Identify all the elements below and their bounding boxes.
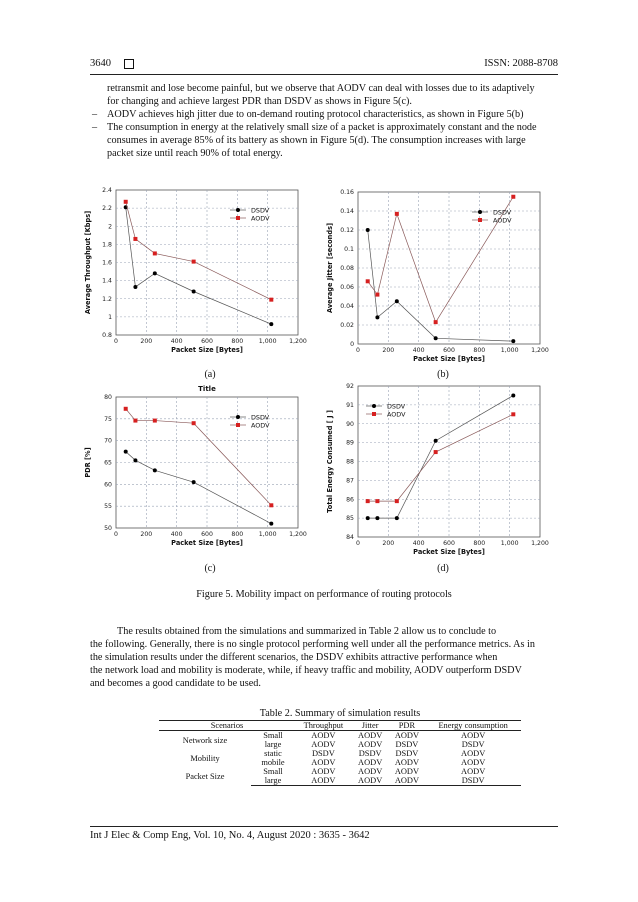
- x-tick-label: 1,200: [531, 540, 549, 547]
- table-cell: DSDV: [358, 749, 382, 758]
- data-point-dsdv: [434, 439, 438, 443]
- y-tick-label: 80: [104, 394, 112, 401]
- sub-scenario-cell: static: [264, 749, 282, 758]
- data-point-aodv: [153, 251, 157, 255]
- x-tick-label: 800: [231, 531, 244, 538]
- y-axis-label: Average Throughput [Kbps]: [84, 210, 92, 315]
- x-tick-label: 1,000: [258, 531, 277, 538]
- table-header: Throughput: [295, 721, 352, 731]
- x-tick-label: 600: [443, 347, 455, 354]
- x-axis-label: Packet Size [Bytes]: [171, 346, 243, 354]
- data-point-dsdv: [375, 516, 379, 520]
- legend-label: AODV: [251, 214, 270, 223]
- table-header: PDR: [389, 721, 426, 731]
- bullet-text: The consumption in energy at the relatively small size of a packet is approximately constant and the node: [107, 122, 537, 133]
- page-number: 3640: [90, 58, 111, 69]
- conclusion-line: The results obtained from the simulations and summarized in Table 2 allow us to conclude to: [117, 626, 497, 637]
- table-header: Jitter: [352, 721, 389, 731]
- y-tick-label: 70: [104, 437, 112, 445]
- x-tick-label: 200: [382, 540, 395, 547]
- x-tick-label: 600: [201, 338, 213, 345]
- x-tick-label: 1,200: [531, 347, 549, 354]
- sub-scenario-cell: large: [251, 776, 295, 786]
- data-point-aodv: [269, 503, 273, 507]
- x-tick-label: 0: [356, 347, 360, 354]
- scenario-cell: Packet Size: [185, 771, 225, 781]
- chart-a-throughput: [80, 182, 310, 362]
- x-axis-label: Packet Size [Bytes]: [413, 548, 485, 556]
- x-tick-label: 1,000: [258, 338, 277, 345]
- footer-rule: [90, 826, 558, 827]
- x-tick-label: 400: [170, 531, 183, 538]
- x-tick-label: 800: [473, 540, 486, 547]
- table-cell: AODV: [311, 758, 336, 767]
- table-cell: AODV: [461, 749, 486, 758]
- footer-citation: Int J Elec & Comp Eng, Vol. 10, No. 4, August 2020 : 3635 - 3642: [90, 830, 370, 841]
- legend-marker: [236, 208, 240, 212]
- x-tick-label: 200: [140, 531, 153, 538]
- y-tick-label: 0.8: [102, 332, 112, 339]
- x-tick-label: 0: [356, 540, 360, 547]
- legend-marker: [236, 423, 240, 427]
- x-axis-label: Packet Size [Bytes]: [413, 355, 485, 363]
- x-tick-label: 600: [201, 531, 213, 538]
- conclusion-line: and becomes a good candidate to be used.: [90, 678, 261, 689]
- table-cell: AODV: [358, 758, 383, 767]
- legend-marker: [478, 218, 482, 222]
- sub-label-b: (b): [437, 369, 449, 380]
- table-cell: AODV: [461, 767, 486, 776]
- legend-marker: [478, 210, 482, 214]
- x-tick-label: 1,200: [289, 531, 307, 538]
- table-cell: DSDV: [461, 740, 485, 749]
- table-cell: AODV: [358, 731, 383, 740]
- issn: ISSN: 2088-8708: [484, 58, 558, 69]
- data-point-aodv: [124, 200, 128, 204]
- sub-scenario-cell: mobile: [261, 758, 285, 767]
- y-tick-label: 2: [108, 223, 112, 231]
- legend-label: DSDV: [251, 206, 270, 215]
- legend-marker: [236, 216, 240, 220]
- series-line-aodv: [368, 197, 514, 322]
- x-tick-label: 200: [140, 338, 153, 345]
- x-tick-label: 1,000: [500, 540, 519, 547]
- data-point-aodv: [269, 298, 273, 302]
- table-cell: AODV: [311, 740, 336, 749]
- bullet-text: packet size until reach 90% of total energy.: [107, 148, 283, 159]
- table-cell: DSDV: [425, 776, 521, 786]
- y-axis-label: Total Energy Consumed [ J ]: [326, 410, 334, 513]
- table-row: [159, 749, 521, 758]
- legend-label: DSDV: [493, 208, 512, 217]
- y-tick-label: 0.02: [340, 322, 354, 329]
- data-point-aodv: [375, 293, 379, 297]
- sub-scenario-cell: large: [264, 740, 282, 749]
- series-line-dsdv: [368, 230, 514, 341]
- table-cell: AODV: [358, 767, 383, 776]
- summary-table: [159, 720, 521, 786]
- data-point-aodv: [153, 419, 157, 423]
- data-point-dsdv: [192, 290, 196, 294]
- data-point-aodv: [375, 499, 379, 503]
- data-point-aodv: [124, 407, 128, 411]
- table-header: Energy consumption: [425, 721, 521, 731]
- y-tick-label: 92: [346, 383, 354, 390]
- y-tick-label: 0.04: [340, 303, 354, 310]
- table-cell: AODV: [358, 740, 383, 749]
- y-tick-label: 85: [346, 515, 354, 523]
- x-tick-label: 800: [473, 347, 486, 354]
- sub-label-d: (d): [437, 563, 449, 574]
- table-row: [159, 767, 521, 776]
- data-point-aodv: [511, 195, 515, 199]
- y-tick-label: 90: [346, 420, 354, 428]
- data-point-dsdv: [192, 480, 196, 484]
- table-row: [159, 731, 521, 741]
- chart-c-pdr: [80, 380, 310, 555]
- conclusion-line: the simulation results under the different scenarios, the DSDV exhibits attractive performance when: [90, 652, 498, 663]
- legend-marker: [372, 404, 376, 408]
- data-point-dsdv: [395, 299, 399, 303]
- data-point-dsdv: [269, 522, 273, 526]
- data-point-dsdv: [511, 393, 515, 397]
- x-tick-label: 800: [231, 338, 244, 345]
- chart-b-jitter: [322, 182, 552, 367]
- data-point-dsdv: [269, 322, 273, 326]
- table-cell: AODV: [394, 767, 420, 776]
- table-cell: AODV: [394, 758, 420, 767]
- x-tick-label: 1,200: [289, 338, 307, 345]
- bullet-text: consumes in average 85% of its battery as shown in Figure 5(d). The consumption increases with large: [107, 135, 526, 146]
- scenario-cell: Network size: [182, 735, 228, 745]
- y-axis-label: PDR [%]: [84, 447, 92, 478]
- data-point-aodv: [395, 212, 399, 216]
- y-tick-label: 0.12: [340, 227, 354, 234]
- sub-scenario-cell: Small: [263, 767, 283, 776]
- intro-line-1: retransmit and lose become painful, but we observe that AODV can deal with losses due to its adaptively: [107, 83, 535, 94]
- y-tick-label: 87: [346, 477, 354, 485]
- data-point-aodv: [192, 421, 196, 425]
- y-axis-label: Average Jitter [seconds]: [326, 222, 334, 314]
- y-tick-label: 1.6: [102, 259, 112, 267]
- table-header-row: [159, 721, 521, 731]
- chart-title: Title: [198, 385, 216, 393]
- figure-caption: Figure 5. Mobility impact on performance of routing protocols: [196, 589, 452, 600]
- data-point-aodv: [133, 237, 137, 241]
- series-line-aodv: [126, 202, 272, 300]
- y-tick-label: 2.4: [102, 187, 112, 194]
- square-glyph-icon: [124, 59, 134, 69]
- x-tick-label: 200: [382, 347, 395, 354]
- table-cell: AODV: [461, 758, 486, 767]
- y-tick-label: 0.16: [340, 189, 354, 196]
- y-tick-label: 1.8: [102, 241, 112, 249]
- data-point-dsdv: [375, 315, 379, 319]
- data-point-dsdv: [124, 450, 128, 454]
- x-tick-label: 400: [412, 347, 425, 354]
- sub-label-a: (a): [204, 369, 216, 380]
- data-point-aodv: [434, 450, 438, 454]
- y-tick-label: 88: [346, 458, 354, 466]
- x-tick-label: 400: [412, 540, 425, 547]
- data-point-dsdv: [395, 516, 399, 520]
- data-point-dsdv: [511, 339, 515, 343]
- x-tick-label: 0: [114, 338, 118, 345]
- y-tick-label: 89: [346, 439, 354, 447]
- y-tick-label: 84: [346, 534, 354, 541]
- data-point-aodv: [434, 320, 438, 324]
- y-tick-label: 0.1: [344, 246, 354, 253]
- data-point-aodv: [511, 412, 515, 416]
- legend-label: DSDV: [387, 402, 406, 411]
- data-point-dsdv: [434, 336, 438, 340]
- x-tick-label: 1,000: [500, 347, 519, 354]
- sub-scenario-cell: Small: [263, 731, 283, 740]
- data-point-dsdv: [133, 285, 137, 289]
- x-tick-label: 400: [170, 338, 183, 345]
- y-tick-label: 0.06: [340, 284, 354, 291]
- table-cell: DSDV: [311, 749, 335, 758]
- table-cell: AODV: [311, 731, 336, 740]
- bullet-dash: –: [92, 122, 98, 133]
- header-rule: [90, 74, 558, 75]
- data-point-aodv: [366, 499, 370, 503]
- y-tick-label: 0.08: [340, 265, 354, 272]
- y-tick-label: 0: [350, 341, 354, 348]
- x-tick-label: 0: [114, 531, 118, 538]
- data-point-dsdv: [153, 468, 157, 472]
- table-caption: Table 2. Summary of simulation results: [259, 708, 421, 719]
- table-cell: AODV: [352, 776, 389, 786]
- table-cell: DSDV: [395, 740, 419, 749]
- table-cell: AODV: [389, 776, 426, 786]
- sub-label-c: (c): [204, 563, 216, 574]
- legend-label: DSDV: [251, 413, 270, 422]
- bullet-text: AODV achieves high jitter due to on-demand routing protocol characteristics, as shown in Figure 5(b): [107, 109, 524, 120]
- y-tick-label: 1.2: [102, 295, 112, 303]
- y-tick-label: 60: [104, 481, 112, 489]
- legend-label: AODV: [251, 421, 270, 430]
- table-header: Scenarios: [159, 721, 295, 731]
- y-tick-label: 0.14: [340, 208, 354, 215]
- conclusion-line: the following. Generally, there is no single protocol performing well under all the performance metrics. As in: [90, 639, 535, 650]
- table-cell: AODV: [394, 731, 420, 740]
- x-axis-label: Packet Size [Bytes]: [171, 539, 243, 547]
- data-point-aodv: [133, 419, 137, 423]
- table-cell: AODV: [461, 731, 486, 740]
- y-tick-label: 91: [346, 401, 354, 409]
- y-tick-label: 2.2: [102, 205, 112, 213]
- intro-line-2: for changing and achieve largest PDR than DSDV as shows in Figure 5(c).: [107, 96, 412, 107]
- data-point-dsdv: [133, 458, 137, 462]
- series-line-aodv: [368, 414, 514, 501]
- legend-marker: [236, 415, 240, 419]
- y-tick-label: 75: [104, 415, 112, 423]
- data-point-aodv: [395, 499, 399, 503]
- table-cell: AODV: [295, 776, 352, 786]
- y-tick-label: 50: [104, 525, 112, 532]
- data-point-dsdv: [366, 228, 370, 232]
- legend-marker: [372, 412, 376, 416]
- series-line-dsdv: [126, 207, 272, 324]
- y-tick-label: 1: [108, 313, 112, 321]
- scenario-cell: Mobility: [190, 753, 220, 763]
- series-line-aodv: [126, 409, 272, 506]
- y-tick-label: 55: [104, 503, 112, 511]
- y-tick-label: 86: [346, 496, 354, 504]
- y-tick-label: 65: [104, 459, 112, 467]
- data-point-aodv: [192, 260, 196, 264]
- legend-label: AODV: [387, 410, 406, 419]
- y-tick-label: 1.4: [102, 277, 112, 285]
- table-cell: AODV: [311, 767, 336, 776]
- conclusion-line: the network load and mobility is moderate, while, if heavy traffic and mobility, AODV outperform DSDV: [90, 665, 522, 676]
- data-point-dsdv: [366, 516, 370, 520]
- table-cell: DSDV: [395, 749, 419, 758]
- chart-d-energy: [322, 380, 552, 565]
- bullet-dash: –: [92, 109, 98, 120]
- x-tick-label: 600: [443, 540, 455, 547]
- data-point-dsdv: [153, 271, 157, 275]
- data-point-aodv: [366, 279, 370, 283]
- legend-label: AODV: [493, 216, 512, 225]
